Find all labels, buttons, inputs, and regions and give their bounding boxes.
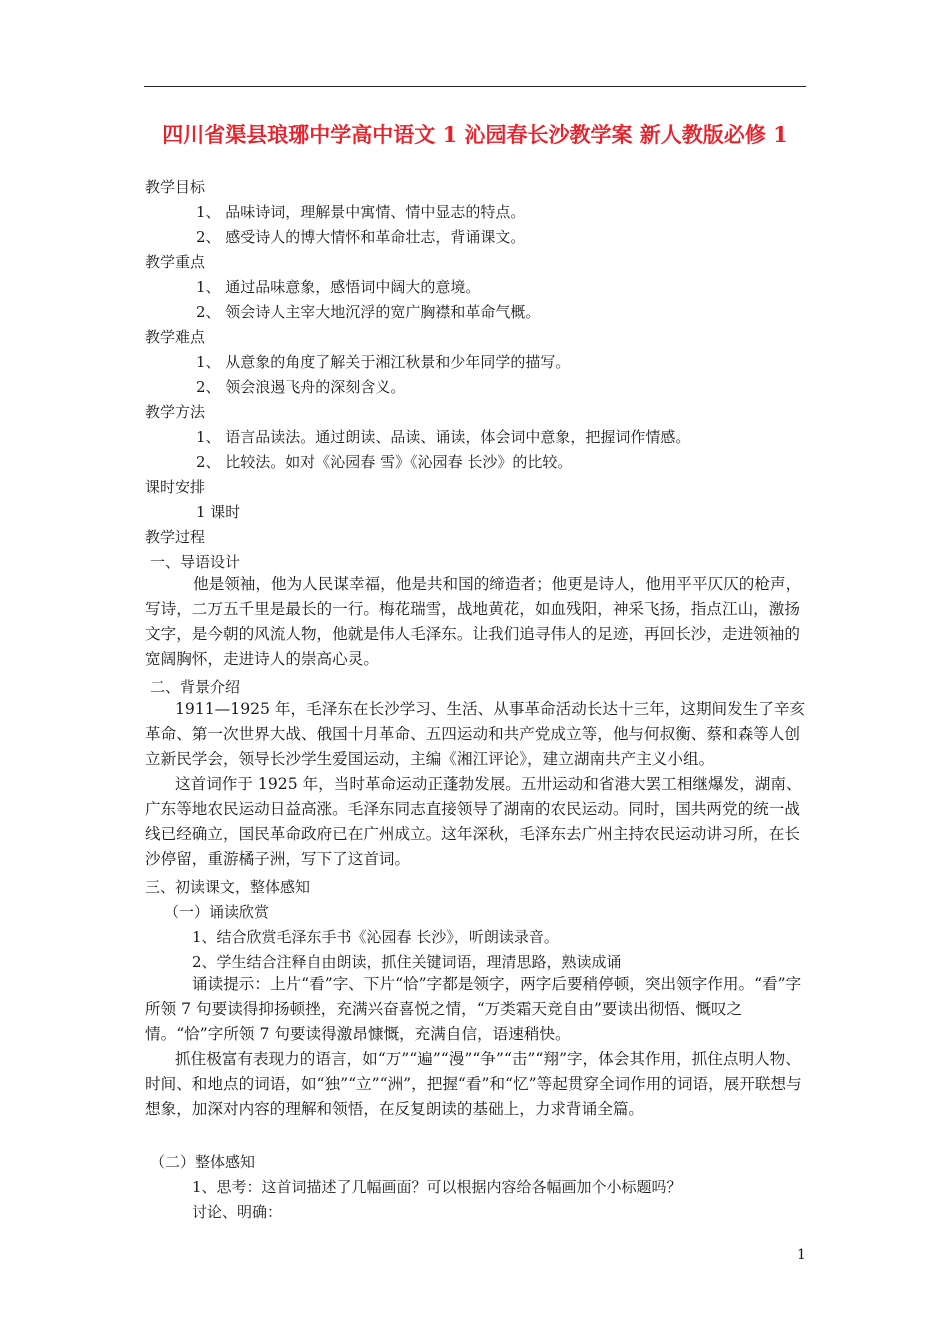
section-heading-methods: 教学方法: [145, 403, 206, 421]
page-number: 1: [797, 1247, 806, 1263]
recite-paragraph: 抓住极富有表现力的语言，如“万”“遍”“漫”“争”“击”“翔”字，体会其作用，抓住点明人物、时间、和地点的词语，如“独”“立”“洲”，把握“看”和“忆”等起贯穿全词作用的词语，展开联想与想象，加深对内容的理解和领悟，在反复朗读的基础上，力求背诵全篇。: [145, 1050, 802, 1118]
overall-heading: （二）整体感知: [150, 1153, 256, 1171]
keypoint-item-2: 2、 领会诗人主宰大地沉浮的宽广胸襟和革命气概。: [196, 303, 541, 321]
difficulty-item-1: 1、 从意象的角度了解关于湘江秋景和少年同学的描写。: [196, 353, 571, 371]
section-heading-difficulties: 教学难点: [145, 328, 206, 346]
method-item-2: 2、 比较法。如对《沁园春 雪》《沁园春 长沙》的比较。: [196, 453, 573, 471]
section-heading-objectives: 教学目标: [145, 178, 206, 196]
header-rule: [144, 86, 806, 87]
section-heading-process: 教学过程: [145, 528, 206, 546]
document-title: 四川省渠县琅琊中学高中语文 1 沁园春长沙教学案 新人教版必修 1: [162, 122, 788, 147]
objective-item-1: 1、 品味诗词，理解景中寓情、情中显志的特点。: [196, 203, 526, 221]
recite-item-2: 2、学生结合注释自由朗读，抓住关键词语，理清思路，熟读成诵: [192, 953, 622, 971]
recite-heading: （一）诵读欣赏: [164, 903, 270, 921]
background-paragraph-2: 这首词作于 1925 年，当时革命运动正蓬勃发展。五卅运动和省港大罢工相继爆发，湖南、广东等地农民运动日益高涨。毛泽东同志直接领导了湖南的农民运动。同时，国共两党的统一战线已经确立，国民革命政府已在广州成立。这年深秋，毛泽东去广州主持农民运动讲习所，在长沙停留，重游橘子洲，写下了这首词。: [145, 775, 802, 868]
background-heading: 二、背景介绍: [150, 678, 241, 696]
intro-paragraph: 他是领袖，他为人民谋幸福，他是共和国的缔造者；他更是诗人，他用平平仄仄的枪声，写诗，二万五千里是最长的一行。梅花瑞雪，战地黄花，如血残阳，神采飞扬，指点江山，激扬文字，是今朝的风流人物，他就是伟人毛泽东。让我们追寻伟人的足迹，再回长沙，走进领袖的宽阔胸怀，走进诗人的崇高心灵。: [145, 575, 802, 668]
schedule-item: 1 课时: [196, 503, 241, 521]
difficulty-item-2: 2、 领会浪遏飞舟的深刻含义。: [196, 378, 406, 396]
intro-heading: 一、导语设计: [150, 553, 241, 571]
overall-item-2: 讨论、明确：: [192, 1203, 283, 1221]
section-heading-keypoints: 教学重点: [145, 253, 206, 271]
overall-item-1: 1、思考：这首词描述了几幅画面？可以根据内容给各幅画加个小标题吗？: [192, 1178, 682, 1196]
reading-heading: 三、初读课文，整体感知: [145, 878, 311, 896]
objective-item-2: 2、 感受诗人的博大情怀和革命壮志，背诵课文。: [196, 228, 526, 246]
section-heading-schedule: 课时安排: [145, 478, 206, 496]
method-item-1: 1、 语言品读法。通过朗读、品读、诵读，体会词中意象，把握词作情感。: [196, 428, 691, 446]
recite-tip: 诵读提示：上片“看”字、下片“恰”字都是领字，两字后要稍停顿，突出领字作用。“看”字所领 7 句要读得抑扬顿挫，充满兴奋喜悦之情，“万类霜天竞自由”要读出彻悟、慨叹之情。“恰”字所领 7 句要读得激昂慷慨，充满自信，语速稍快。: [145, 975, 802, 1043]
keypoint-item-1: 1、 通过品味意象，感悟词中阔大的意境。: [196, 278, 481, 296]
recite-item-1: 1、结合欣赏毛泽东手书《沁园春 长沙》，听朗读录音。: [192, 928, 559, 946]
background-paragraph-1: 1911—1925 年，毛泽东在长沙学习、生活、从事革命活动长达十三年，这期间发生了辛亥革命、第一次世界大战、俄国十月革命、五四运动和共产党成立等，他与何叔衡、蔡和森等人创立新民学会，领导长沙学生爱国运动，主编《湘江评论》，建立湖南共产主义小组。: [145, 700, 806, 768]
